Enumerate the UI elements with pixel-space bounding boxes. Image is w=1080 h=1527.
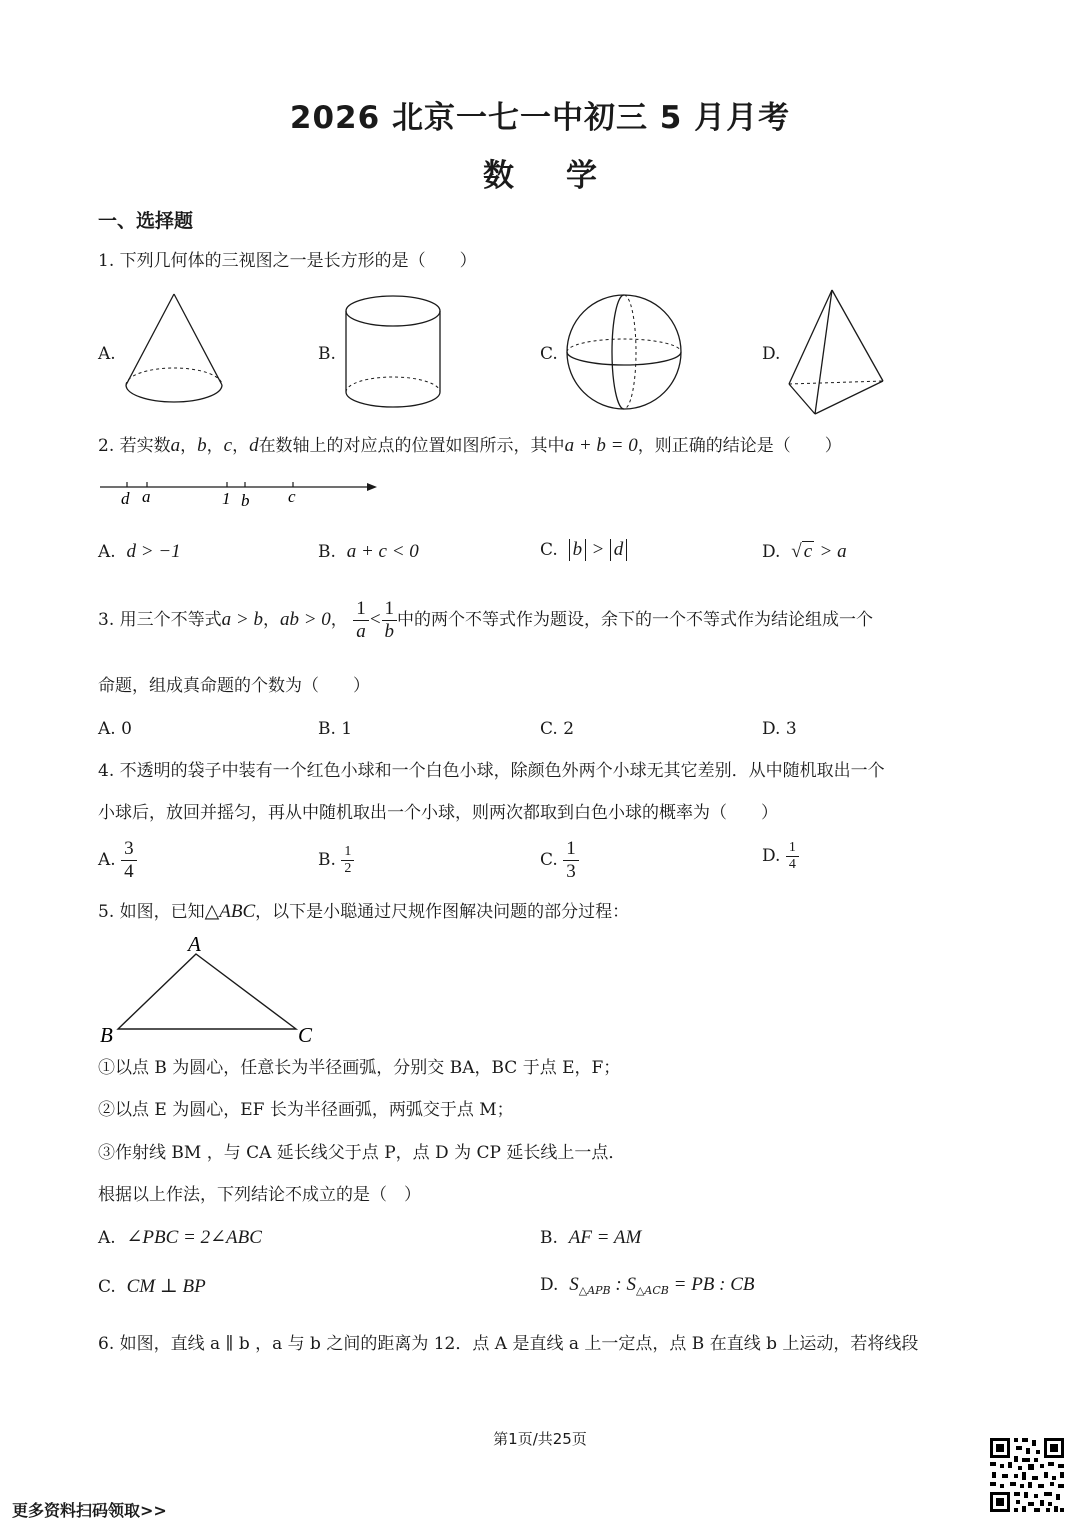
- q4-option-a: A. $\frac{3}{4}$: [98, 838, 137, 883]
- q1-option-a-label: A.: [98, 344, 116, 364]
- q5-step3: ③作射线 BM ，与 CA 延长线父于点 P，点 D 为 CP 延长线上一点．: [98, 1143, 626, 1163]
- q4-option-d: D. $\frac{1}{4}$: [762, 840, 799, 873]
- page-title: 2026 北京一七一中初三 5 月月考: [289, 100, 791, 136]
- q3-option-d: D. 3: [762, 719, 797, 739]
- q3-option-a: A. 0: [98, 719, 132, 739]
- axis-label-b: b: [241, 491, 250, 510]
- q1-option-b-label: B.: [318, 344, 336, 364]
- q5-option-b: B. AF = AM: [540, 1227, 642, 1248]
- q1-option-c-label: C.: [540, 344, 558, 364]
- q4-stem-line1: 4. 不透明的袋子中装有一个红色小球和一个白色小球，除颜色外两个小球无其它差别．从中随机取出一个: [98, 761, 885, 781]
- q1-option-d-label: D.: [762, 344, 781, 364]
- vertex-label-b: B: [100, 1023, 113, 1047]
- q5-option-d: D. $S_{\triangle APB}$ : $S_{\triangle ACB}$ = PB : CB: [540, 1274, 755, 1297]
- q5-option-c: C. CM ⊥ BP: [98, 1276, 206, 1297]
- q5-option-a: A. ∠PBC = 2∠ABC: [98, 1227, 262, 1248]
- q2-stem: 2. 若实数a，b，c，d在数轴上的对应点的位置如图所示，其中a + b = 0，则正确的结论是（ ）: [98, 435, 842, 456]
- q6-stem-line1: 6. 如图，直线 a ∥ b ，a 与 b 之间的距离为 12．点 A 是直线 a 上一定点，点 B 在直线 b 上运动，若将线段: [98, 1334, 919, 1354]
- tetrahedron-figure: [785, 286, 890, 421]
- triangle-abc-figure: [96, 932, 326, 1050]
- section-title: 一、选择题: [98, 210, 194, 232]
- axis-label-one: 1: [222, 489, 231, 508]
- cylinder-figure: [340, 292, 448, 417]
- q2-option-d: D. √ c > a: [762, 541, 847, 562]
- q2-option-c: C. b > d: [540, 538, 627, 562]
- q3-stem-line2: 命题，组成真命题的个数为（ ）: [98, 676, 370, 696]
- vertex-label-a: A: [188, 932, 201, 956]
- q2-option-a: A. d > −1: [98, 541, 181, 562]
- q3-option-b: B. 1: [318, 719, 353, 739]
- axis-label-c: c: [288, 487, 296, 506]
- cone-figure: [120, 290, 230, 415]
- axis-label-d: d: [121, 489, 130, 508]
- q5-step1: ①以点 B 为圆心，任意长为半径画弧，分别交 BA，BC 于点 E，F；: [98, 1058, 621, 1078]
- q5-step2: ②以点 E 为圆心，EF 长为半径画弧，两弧交于点 M；: [98, 1100, 514, 1120]
- number-line-figure: [96, 474, 386, 510]
- q1-stem: 1. 下列几何体的三视图之一是长方形的是（ ）: [98, 251, 477, 271]
- q5-question: 根据以上作法，下列结论不成立的是（ ）: [98, 1185, 421, 1205]
- q2-option-b: B. a + c < 0: [318, 541, 419, 562]
- qr-code-icon[interactable]: [988, 1436, 1066, 1514]
- q5-stem: 5. 如图，已知△ABC，以下是小聪通过尺规作图解决问题的部分过程：: [98, 901, 630, 922]
- sphere-figure: [562, 292, 686, 416]
- more-materials-link[interactable]: 更多资料扫码领取>>: [12, 1501, 167, 1520]
- q4-option-b: B. $\frac{1}{2}$: [318, 844, 354, 877]
- page-number: 第1页/共25页: [493, 1430, 587, 1448]
- q4-option-c: C. $\frac{1}{3}$: [540, 838, 579, 883]
- axis-label-a: a: [142, 487, 151, 506]
- q3-stem: 3. 用三个不等式a > b，ab > 0， $\frac{1}{a}$ < $\frac{1}{b}$ 中的两个不等式作为题设，余下的一个不等式作为结论组成一个: [98, 598, 874, 642]
- vertex-label-c: C: [298, 1023, 313, 1047]
- subject-title: 数学: [483, 158, 649, 194]
- q4-stem-line2: 小球后，放回并摇匀，再从中随机取出一个小球，则两次都取到白色小球的概率为（ ）: [98, 803, 778, 823]
- q3-option-c: C. 2: [540, 719, 575, 739]
